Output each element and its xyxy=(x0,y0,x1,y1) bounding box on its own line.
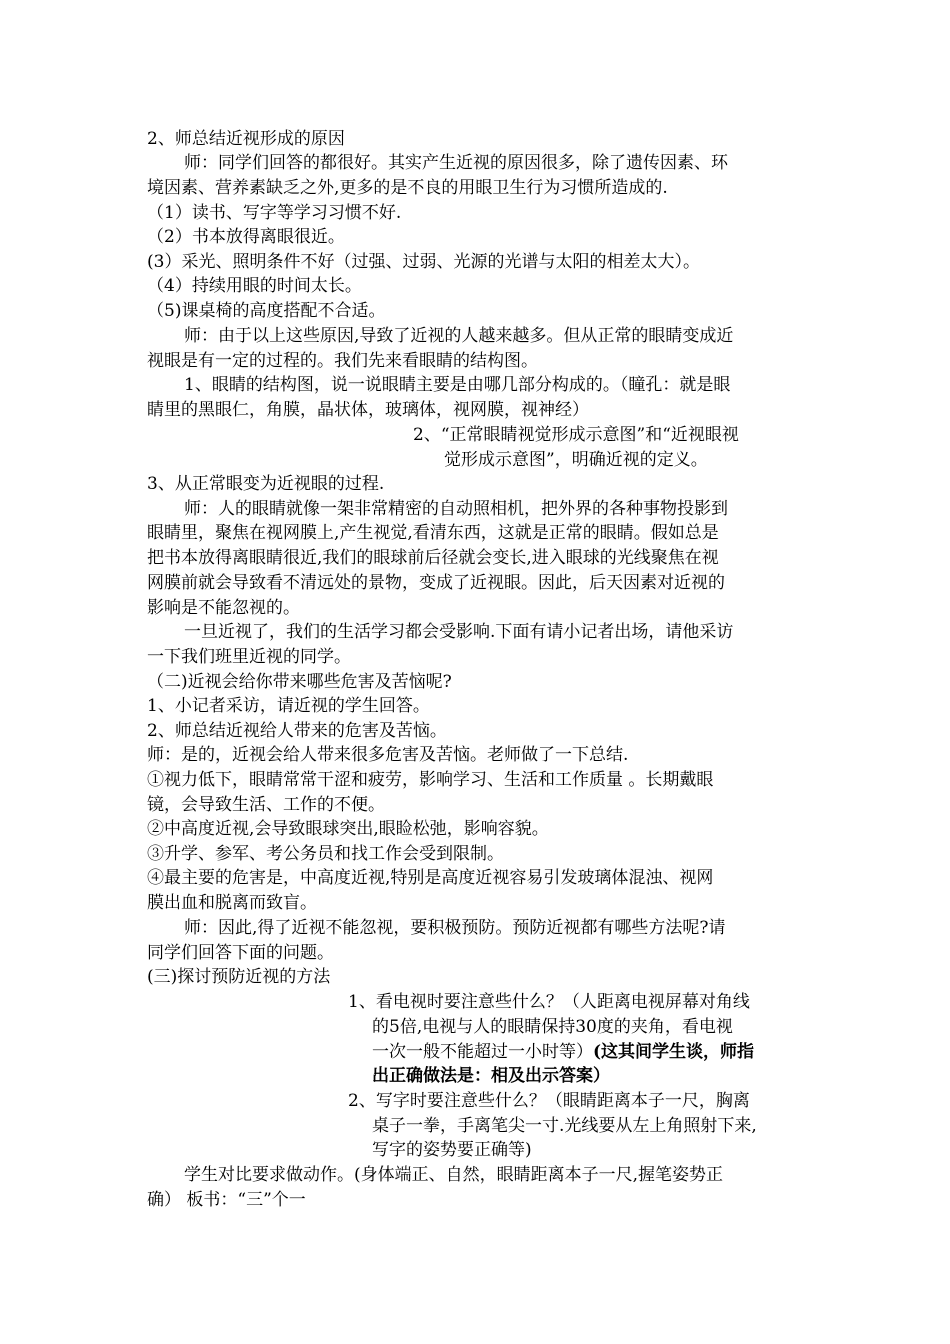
paragraph-line: 境因素、营养素缺乏之外,更多的是不良的用眼卫生行为习惯所造成的. xyxy=(147,178,668,198)
paragraph-line: 把书本放得离眼睛很近,我们的眼球前后径就会变长,进入眼球的光线聚焦在视 xyxy=(147,548,719,568)
list-item: （2）书本放得离眼很近。 xyxy=(147,227,345,247)
paragraph-line: 睛里的黑眼仁，角膜，晶状体，玻璃体，视网膜，视神经） xyxy=(147,400,589,420)
paragraph-line: 师：同学们回答的都很好。其实产生近视的原因很多，除了遗传因素、环 xyxy=(184,153,728,173)
list-item: 2、写字时要注意些什么？（眼睛距离本子一尺，胸离 xyxy=(348,1091,750,1111)
paragraph-line: 觉形成示意图”，明确近视的定义。 xyxy=(444,450,708,470)
paragraph-line xyxy=(372,1040,754,1064)
paragraph-line: 影响是不能忽视的。 xyxy=(147,598,300,618)
paragraph-line: 学生对比要求做动作。(身体端正、自然，眼睛距离本子一尺,握笔姿势正 xyxy=(184,1165,724,1185)
paragraph-line: 一下我们班里近视的同学。 xyxy=(147,647,351,667)
list-item: ④最主要的危害是，中高度近视,特别是高度近视容易引发玻璃体混浊、视网 xyxy=(147,868,714,888)
paragraph-line: 确） 板书：“三”个一 xyxy=(147,1190,306,1210)
section-heading: 2、师总结近视形成的原因 xyxy=(147,129,345,149)
list-item: ③升学、参军、考公务员和找工作会受到限制。 xyxy=(147,844,504,864)
paragraph-line: 师：是的，近视会给人带来很多危害及苦恼。老师做了一下总结. xyxy=(147,745,629,765)
list-item: （4）持续用眼的时间太长。 xyxy=(147,276,362,296)
paragraph-line: 桌子一拳，手离笔尖一寸.光线要从左上角照射下来, xyxy=(372,1116,757,1136)
paragraph-line: 同学们回答下面的问题。 xyxy=(147,943,334,963)
section-heading: （二)近视会给你带来哪些危害及苦恼呢? xyxy=(147,672,452,692)
paragraph-line: 师：人的眼睛就像一架非常精密的自动照相机，把外界的各种事物投影到 xyxy=(184,499,728,519)
bold-note: 出正确做法是：相及出示答案） xyxy=(372,1066,610,1086)
bold-note: (这其间学生谈，师指 xyxy=(593,1042,755,1062)
paragraph-line: 视眼是有一定的过程的。我们先来看眼睛的结构图。 xyxy=(147,351,538,371)
list-item: ②中高度近视,会导致眼球突出,眼睑松弛，影响容貌。 xyxy=(147,819,549,839)
paragraph-text: 一次一般不能超过一小时等） xyxy=(372,1042,593,1062)
paragraph-line: 膜出血和脱离而致盲。 xyxy=(147,893,317,913)
list-item: (3）采光、照明条件不好（过强、过弱、光源的光谱与太阳的相差太大）。 xyxy=(147,252,700,272)
list-item: （5)课桌椅的高度搭配不合适。 xyxy=(147,301,386,321)
section-heading: (三)探讨预防近视的方法 xyxy=(147,967,331,987)
paragraph-line: 师：因此,得了近视不能忽视，要积极预防。预防近视都有哪些方法呢?请 xyxy=(184,918,726,938)
paragraph-line: 一旦近视了，我们的生活学习都会受影响.下面有请小记者出场，请他采访 xyxy=(184,622,734,642)
paragraph-line: 镜，会导致生活、工作的不便。 xyxy=(147,795,385,815)
paragraph-line: 2、“正常眼睛视觉形成示意图”和“近视眼视 xyxy=(413,425,739,445)
list-item: ①视力低下，眼睛常常干涩和疲劳，影响学习、生活和工作质量 。长期戴眼 xyxy=(147,770,714,790)
paragraph-line: 写字的姿势要正确等) xyxy=(372,1140,532,1160)
list-item: 1、小记者采访，请近视的学生回答。 xyxy=(147,696,430,716)
paragraph-line: 的5倍,电视与人的眼睛保持30度的夹角，看电视 xyxy=(372,1017,733,1037)
list-item: （1）读书、写字等学习习惯不好. xyxy=(147,203,402,223)
list-item: 1、看电视时要注意些什么？（人距离电视屏幕对角线 xyxy=(348,992,750,1012)
list-item: 2、师总结近视给人带来的危害及苦恼。 xyxy=(147,721,447,741)
paragraph-line: 1、眼睛的结构图，说一说眼睛主要是由哪几部分构成的。（瞳孔：就是眼 xyxy=(184,375,731,395)
paragraph-line: 网膜前就会导致看不清远处的景物，变成了近视眼。因此，后天因素对近视的 xyxy=(147,573,725,593)
paragraph-line: 眼睛里，聚焦在视网膜上,产生视觉,看清东西，这就是正常的眼睛。假如总是 xyxy=(147,523,719,543)
section-heading: 3、从正常眼变为近视眼的过程. xyxy=(147,474,385,494)
paragraph-line: 师：由于以上这些原因,导致了近视的人越来越多。但从正常的眼睛变成近 xyxy=(184,326,734,346)
